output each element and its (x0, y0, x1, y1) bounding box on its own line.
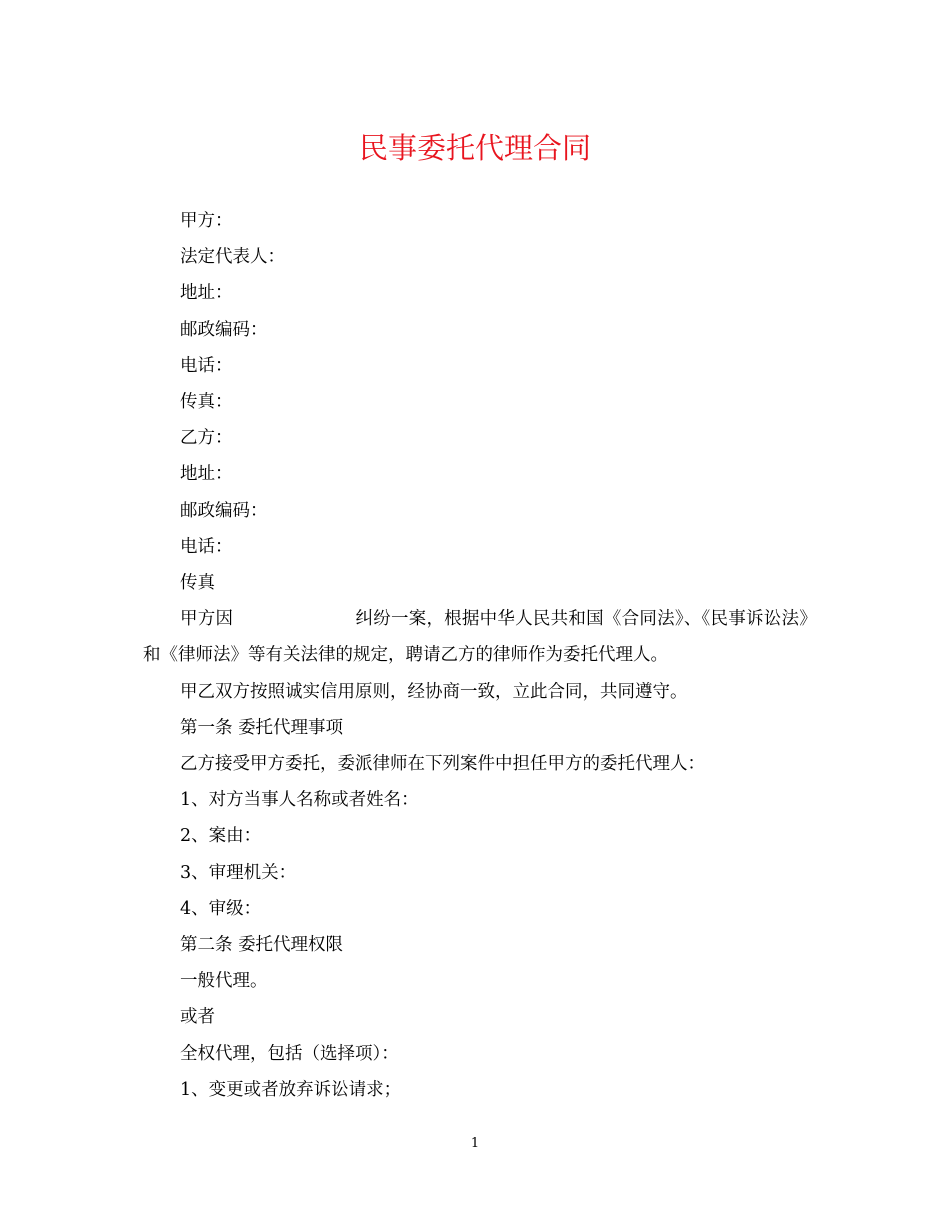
document-body (143, 203, 808, 1108)
body-line-phone-b: 电话： (180, 536, 233, 557)
page-number: 1 (470, 1136, 480, 1151)
list-item-opponent: 1、对方当事人名称或者姓名： (180, 790, 419, 811)
body-line-phone-a: 电话： (180, 355, 233, 376)
body-line-party-b: 乙方： (180, 428, 233, 449)
body-line-entrustment: 乙方接受甲方委托，委派律师在下列案件中担任甲方的委托代理人： (180, 754, 705, 775)
list-item-change-claim: 1、变更或者放弃诉讼请求； (180, 1079, 402, 1100)
body-line-postcode-b: 邮政编码： (180, 500, 268, 521)
body-line-general-agency: 一般代理。 (180, 971, 268, 992)
list-item-court: 3、审理机关： (180, 862, 297, 883)
article-1-heading: 第一条 委托代理事项 (180, 717, 344, 738)
document-title: 民事委托代理合同 (358, 131, 591, 165)
body-line-or: 或者 (180, 1007, 215, 1028)
list-item-instance: 4、审级： (180, 898, 262, 919)
case-paragraph-start: 甲方因 (180, 609, 234, 630)
body-line-fax-b: 传真 (180, 573, 215, 594)
body-line-address-b: 地址： (180, 464, 233, 485)
article-2-heading: 第二条 委托代理权限 (180, 935, 344, 956)
body-line-postcode-a: 邮政编码： (180, 319, 268, 340)
body-line-good-faith: 甲乙双方按照诚实信用原则，经协商一致，立此合同，共同遵守。 (180, 681, 688, 702)
body-line-party-a: 甲方： (180, 211, 233, 231)
body-line-legal-representative: 法定代表人： (180, 247, 285, 268)
body-line-fax-a: 传真： (180, 392, 233, 413)
list-item-cause: 2、案由： (180, 826, 262, 847)
case-paragraph (143, 601, 808, 673)
body-line-address-a: 地址： (180, 283, 233, 304)
body-line-full-agency: 全权代理，包括（选择项）： (180, 1043, 399, 1064)
case-paragraph-rest: 纠纷一案，根据中华人民共和国《合同法》、《民事诉讼法》和《律师法》等有关法律的规定，聘请乙方的律师作为委托代理人。 (143, 609, 809, 666)
